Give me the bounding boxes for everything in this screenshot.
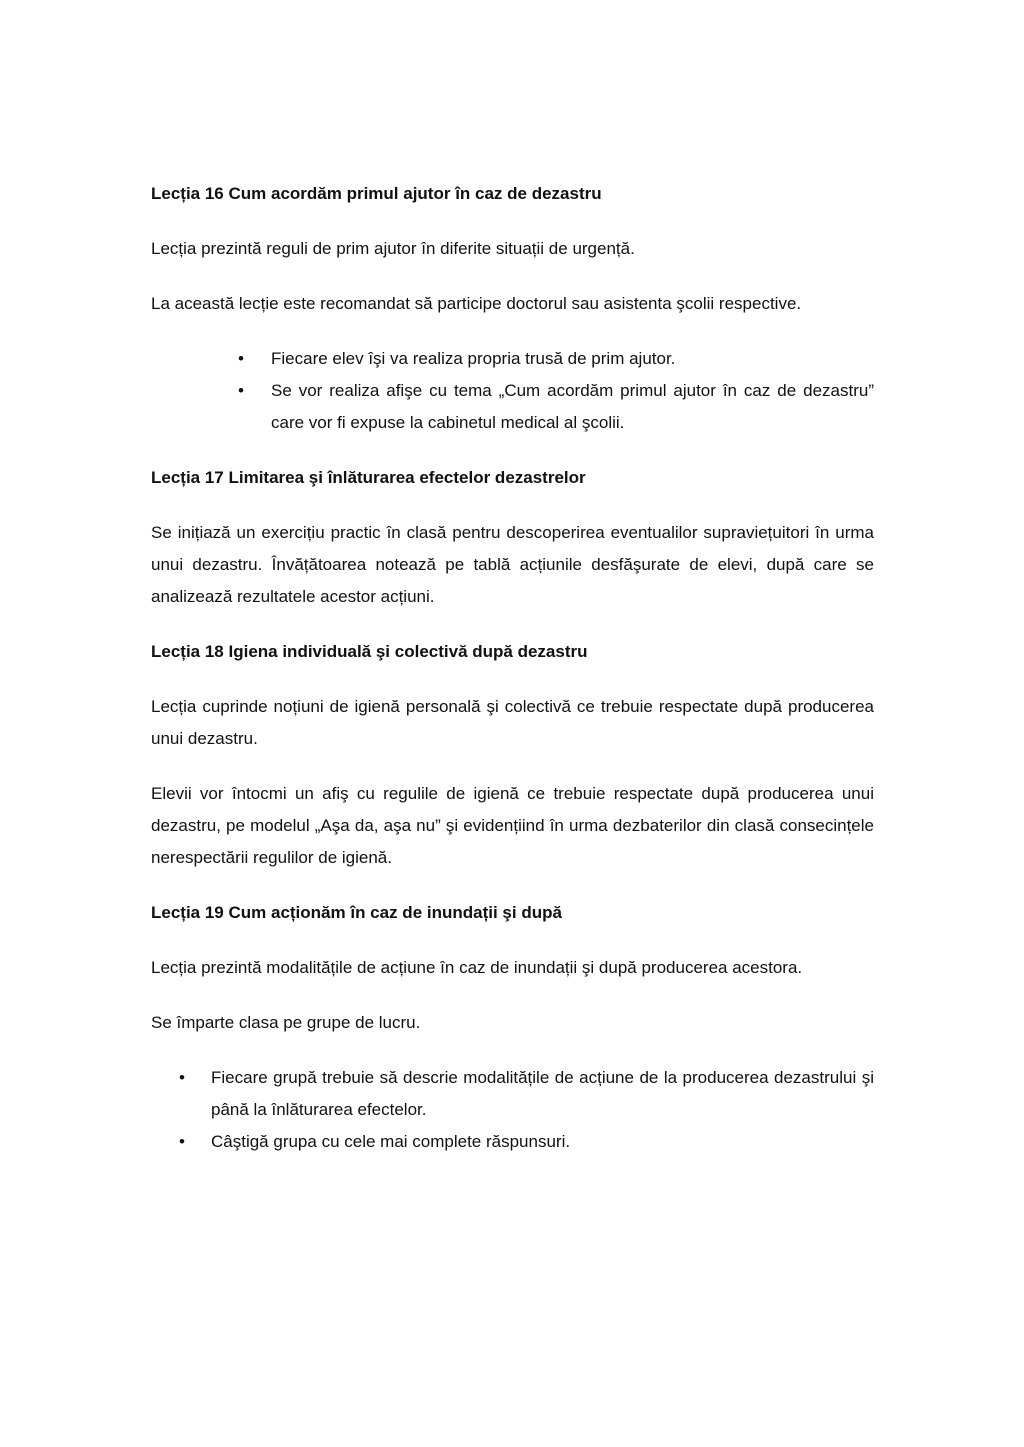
section-lesson-16	[151, 178, 874, 439]
lesson-19-bullet-list	[151, 1062, 874, 1158]
bullet-icon: •	[179, 1068, 185, 1087]
lesson-19-paragraph-2: Se împarte clasa pe grupe de lucru.	[151, 1013, 421, 1032]
lesson-18-paragraph-1: Lecția cuprinde noțiuni de igienă personală şi colectivă ce trebuie respectate după producerea unui dezastru.	[151, 697, 874, 748]
lesson-17-heading: Lecția 17 Limitarea şi înlăturarea efectelor dezastrelor	[151, 468, 586, 487]
lesson-18-paragraph-2: Elevii vor întocmi un afiş cu regulile de igienă ce trebuie respectate după producerea unui dezastru, pe modelul „Aşa da, aşa nu” şi evidențiind în urma dezbaterilor din clasă consecințele nerespectării regulilor de igienă.	[151, 784, 874, 867]
lesson-16-paragraph-2: La această lecție este recomandat să participe doctorul sau asistenta şcolii respective.	[151, 294, 802, 313]
list-item	[151, 1062, 874, 1126]
section-lesson-17	[151, 462, 874, 613]
bullet-icon: •	[179, 1132, 185, 1151]
list-item	[151, 1126, 874, 1158]
section-lesson-19	[151, 897, 874, 1158]
list-item-text: Fiecare grupă trebuie să descrie modalitățile de acțiune de la producerea dezastrului şi până la înlăturarea efectelor.	[211, 1068, 874, 1119]
list-item-text: Câştigă grupa cu cele mai complete răspunsuri.	[211, 1132, 571, 1151]
bullet-icon: •	[238, 381, 244, 400]
list-item	[151, 343, 874, 375]
lesson-16-heading: Lecția 16 Cum acordăm primul ajutor în caz de dezastru	[151, 184, 602, 203]
list-item-text: Fiecare elev îşi va realiza propria trusă de prim ajutor.	[271, 349, 676, 368]
list-item-text: Se vor realiza afişe cu tema „Cum acordăm primul ajutor în caz de dezastru” care vor fi expuse la cabinetul medical al şcolii.	[271, 381, 874, 432]
lesson-16-paragraph-1: Lecția prezintă reguli de prim ajutor în diferite situații de urgență.	[151, 239, 635, 258]
lesson-17-paragraph-1: Se inițiază un exercițiu practic în clasă pentru descoperirea eventualilor supraviețuitori în urma unui dezastru. Învățătoarea notează pe tablă acțiunile desfăşurate de elevi, după care se analizează rezultatele acestor acțiuni.	[151, 523, 874, 606]
lesson-19-heading: Lecția 19 Cum acționăm în caz de inundații şi după	[151, 903, 562, 922]
lesson-19-paragraph-1: Lecția prezintă modalitățile de acțiune în caz de inundații şi după producerea acestora.	[151, 958, 803, 977]
list-item	[151, 375, 874, 439]
section-lesson-18	[151, 636, 874, 874]
bullet-icon: •	[238, 349, 244, 368]
document-page	[151, 178, 874, 1181]
lesson-16-bullet-list	[151, 343, 874, 439]
lesson-18-heading: Lecția 18 Igiena individuală şi colectivă după dezastru	[151, 642, 588, 661]
